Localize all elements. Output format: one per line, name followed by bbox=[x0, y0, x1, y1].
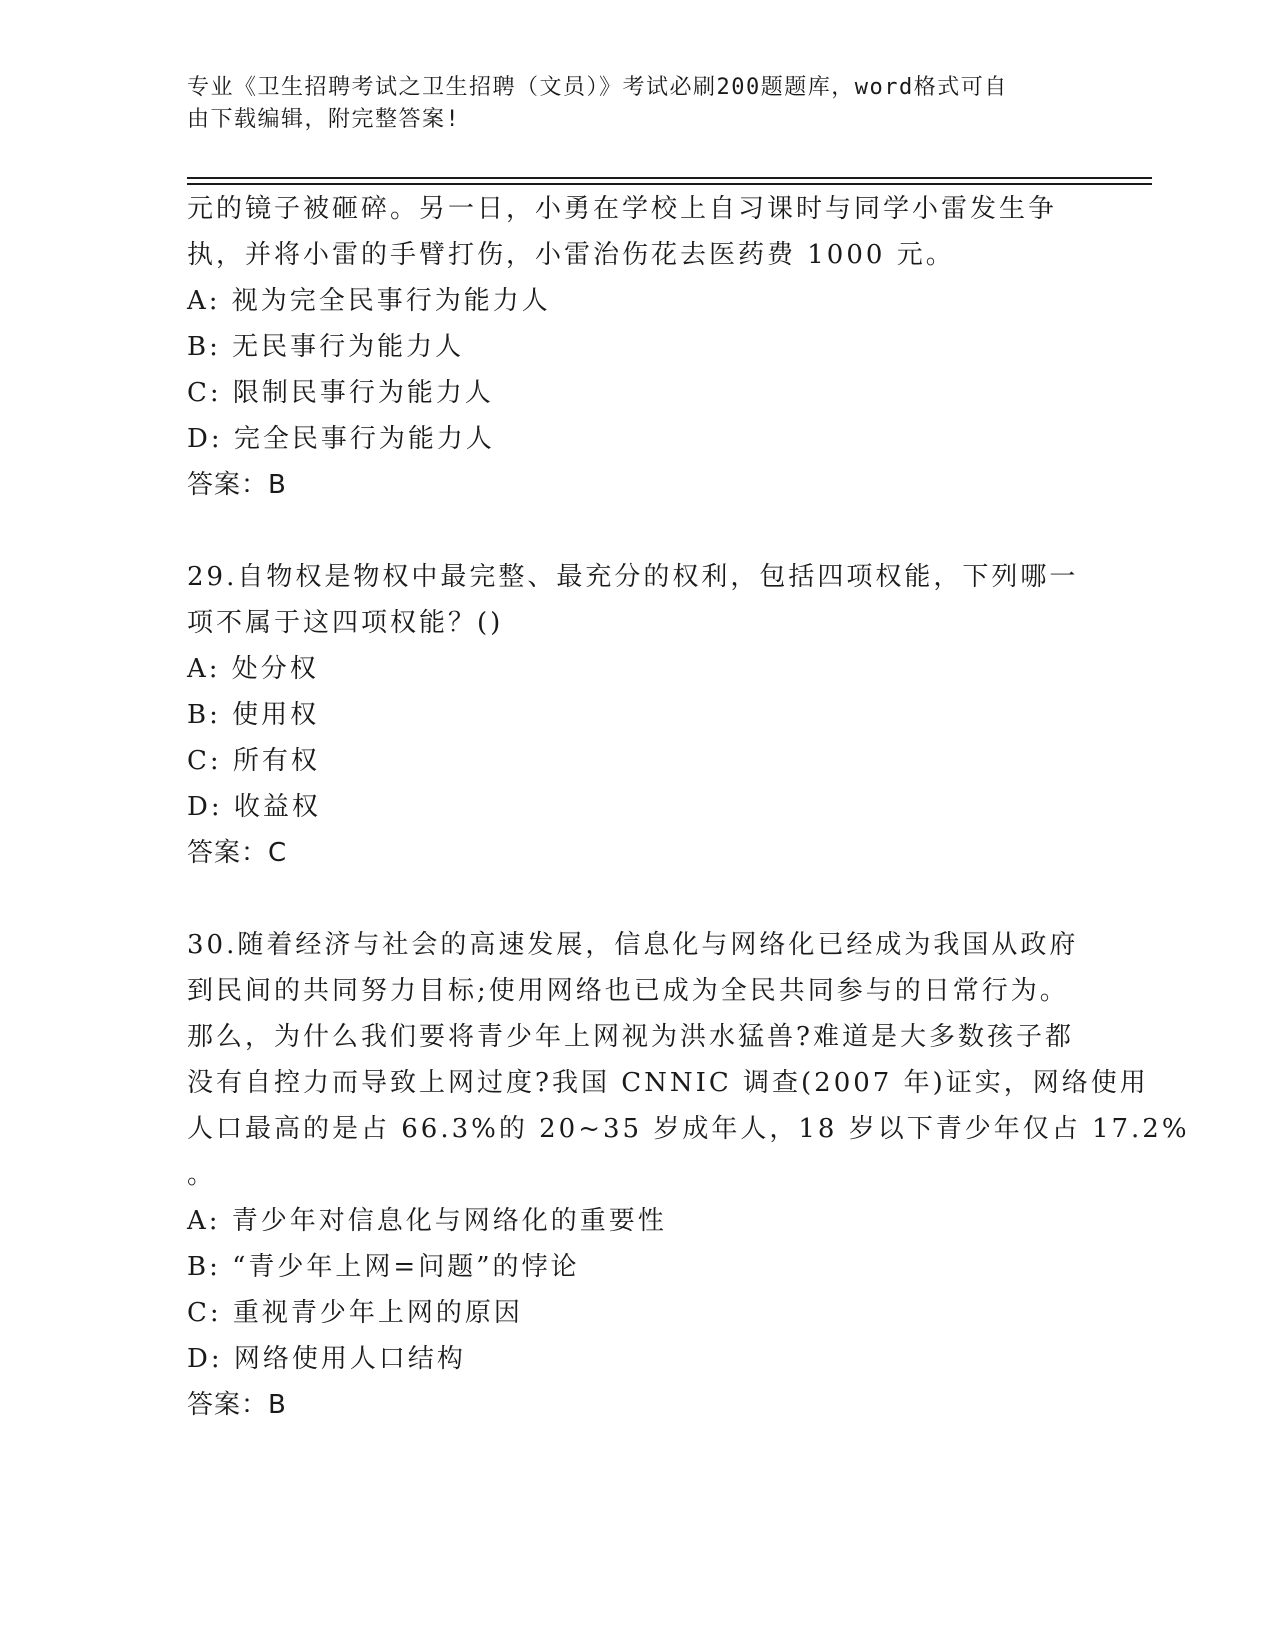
header-rule-top bbox=[187, 177, 1152, 179]
header-rule-bottom bbox=[187, 183, 1152, 185]
document-header bbox=[187, 72, 1067, 136]
question-text-line: 项不属于这四项权能？() bbox=[187, 608, 504, 638]
option-d: D: 完全民事行为能力人 bbox=[187, 424, 495, 454]
question-continuation bbox=[187, 186, 1087, 508]
question-text-line: 没有自控力而导致上网过度?我国 CNNIC 调查(2007 年)证实，网络使用 bbox=[187, 1068, 1149, 1098]
question-30 bbox=[187, 922, 1190, 1428]
spacer bbox=[187, 508, 1087, 554]
answer-label: 答案：C bbox=[187, 838, 288, 868]
answer-label: 答案：B bbox=[187, 470, 287, 500]
question-text-line: 29.自物权是物权中最完整、最充分的权利，包括四项权能，下列哪一 bbox=[187, 562, 1079, 592]
question-text-line: 元的镜子被砸碎。另一日，小勇在学校上自习课时与同学小雷发生争 bbox=[187, 194, 1058, 224]
option-a: A: 青少年对信息化与网络化的重要性 bbox=[187, 1206, 667, 1236]
spacer bbox=[187, 876, 1087, 922]
option-d: D: 网络使用人口结构 bbox=[187, 1344, 466, 1374]
header-line-1: 专业《卫生招聘考试之卫生招聘（文员）》考试必刷200题题库，word格式可自 bbox=[187, 75, 1008, 100]
option-c: C: 所有权 bbox=[187, 746, 320, 776]
option-c: C: 重视青少年上网的原因 bbox=[187, 1298, 523, 1328]
header-line-2: 由下载编辑，附完整答案! bbox=[187, 107, 461, 132]
option-a: A: 处分权 bbox=[187, 654, 319, 684]
question-text-line: 那么，为什么我们要将青少年上网视为洪水猛兽?难道是大多数孩子都 bbox=[187, 1022, 1074, 1052]
question-text-line: 到民间的共同努力目标;使用网络也已成为全民共同参与的日常行为。 bbox=[187, 976, 1069, 1006]
question-text-line: 人口最高的是占 66.3%的 20~35 岁成年人，18 岁以下青少年仅占 17.2% bbox=[187, 1114, 1190, 1144]
option-b: B: 无民事行为能力人 bbox=[187, 332, 465, 362]
option-b: B: 使用权 bbox=[187, 700, 320, 730]
option-a: A: 视为完全民事行为能力人 bbox=[187, 286, 551, 316]
question-text-line: 30.随着经济与社会的高速发展，信息化与网络化已经成为我国从政府 bbox=[187, 930, 1079, 960]
question-text-line: 执，并将小雷的手臂打伤，小雷治伤花去医药费 1000 元。 bbox=[187, 240, 955, 270]
question-content bbox=[187, 186, 1190, 1428]
option-c: C: 限制民事行为能力人 bbox=[187, 378, 494, 408]
option-b: B: “青少年上网=问题”的悖论 bbox=[187, 1252, 580, 1282]
question-text-line: 。 bbox=[187, 1160, 217, 1190]
option-d: D: 收益权 bbox=[187, 792, 321, 822]
question-29 bbox=[187, 554, 1087, 876]
answer-label: 答案：B bbox=[187, 1390, 287, 1420]
